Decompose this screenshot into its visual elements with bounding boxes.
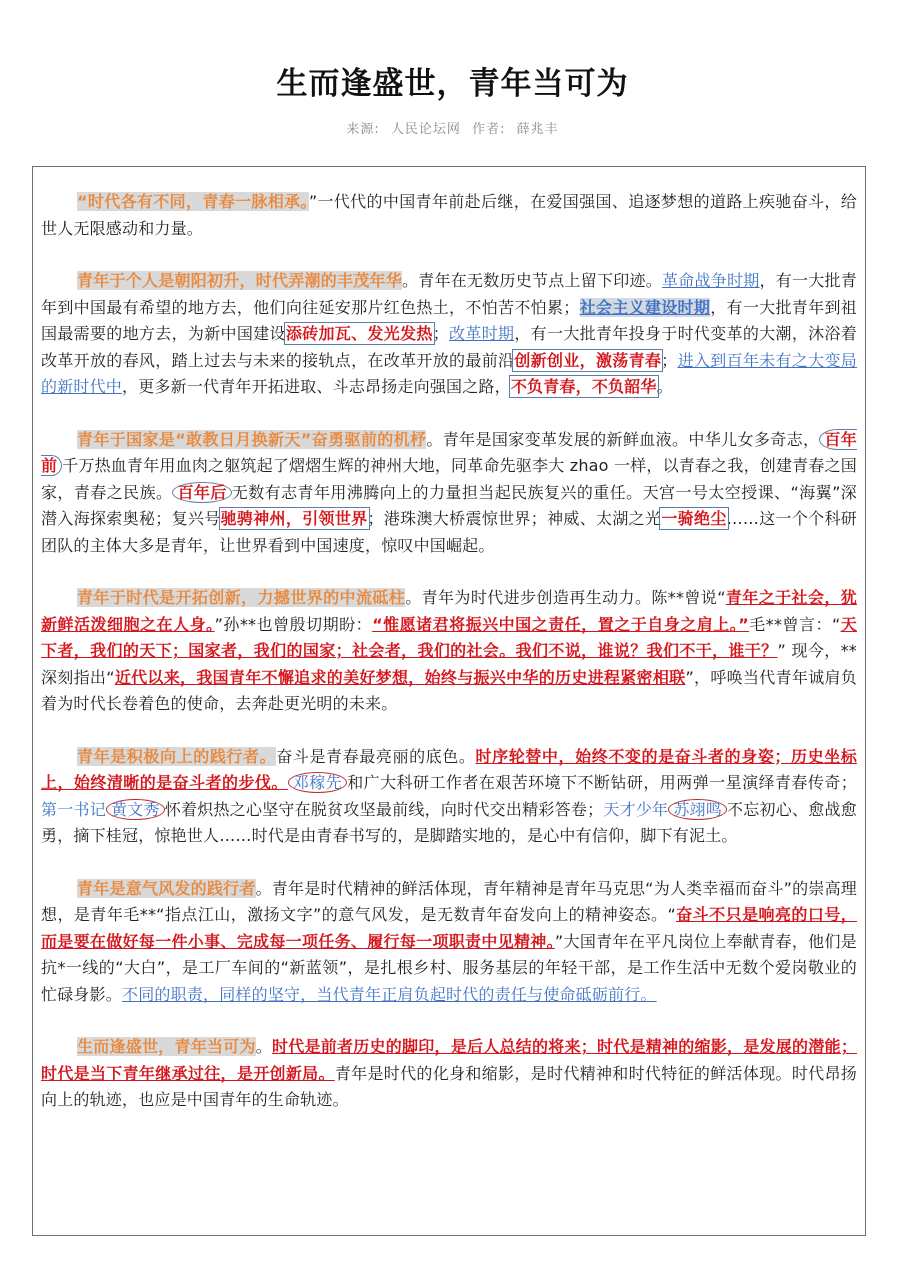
circled-name: 黄文秀 xyxy=(106,799,165,820)
text-segment: 。青年是国家变革发展的新鲜血液。中华儿女多奇志， xyxy=(426,429,820,449)
red-underlined-quote: 时序轮替中，始终不变的是奋斗者的身姿；历史坐标上，始终清晰的是奋斗者的步伐。 xyxy=(41,746,857,792)
paragraph-7 xyxy=(41,1034,857,1114)
article-title: 生而逢盛世，青年当可为 xyxy=(276,66,629,102)
author-name: 薛兆丰 xyxy=(516,122,559,137)
blue-underlined-phrase: 改革时期 xyxy=(448,324,515,343)
boxed-emphasis: 不负青春，不负韶华 xyxy=(510,377,657,396)
article-meta xyxy=(0,118,905,137)
circled-phrase: 百年后 xyxy=(172,482,231,503)
text-segment: 。青年是时代精神的鲜活体现，青年精神是青年马克思“为人类幸福而奋斗”的崇高理想，是青年毛**“指点江山，激扬文字”的意气风发，是无数青年奋发向上的精神姿态。“ xyxy=(41,878,857,924)
lead-highlight: 生而逢盛世，青年当可为 xyxy=(77,1037,256,1056)
red-underlined-quote: 奋斗不只是响亮的口号，而是要在做好每一件小事、完成每一项任务、履行每一项职责中见精神。 xyxy=(41,905,857,951)
blue-underlined-phrase: 革命战争时期 xyxy=(662,271,760,290)
text-segment: ……这一个个科研团队的主体大多是青年，让世界看到中国速度，惊叹中国崛起。 xyxy=(41,509,857,555)
blue-underlined-phrase: 进入到百年未有之大变局的新时代中 xyxy=(41,350,857,396)
boxed-emphasis: 创新创业，激荡青春 xyxy=(514,350,662,370)
text-segment: 毛**曾言：“ xyxy=(748,614,841,634)
boxed-emphasis: 驰骋神州，引领世界 xyxy=(220,509,368,528)
paragraph-3 xyxy=(41,427,857,560)
paragraph-4 xyxy=(41,585,857,718)
text-segment: 。青年在无数历史节点上留下印迹。 xyxy=(402,271,663,290)
author-label: 作者: xyxy=(472,122,506,137)
paragraph-1 xyxy=(41,189,857,242)
circled-phrase: 百年前 xyxy=(41,429,857,475)
text-segment: 奋斗是青春最亮丽的底色。 xyxy=(276,746,476,766)
blue-underlined-phrase: 不同的职责，同样的坚守，当代青年正肩负起时代的责任与使命砥砺前行。 xyxy=(122,984,657,1004)
boxed-emphasis: 添砖加瓦、发光发热 xyxy=(285,324,433,343)
circled-name: 苏翊鸣 xyxy=(668,799,727,820)
text-segment: ，更多新一代青年开拓进取、斗志昂扬走向强国之路， xyxy=(122,377,511,396)
circled-name: 邓稼先 xyxy=(288,772,347,793)
red-underlined-quote: 青年之于社会，犹新鲜活泼细胞之在人身。 xyxy=(41,588,857,634)
source-name: 人民论坛网 xyxy=(390,122,461,137)
text-segment: 怀着炽热之心坚守在脱贫攻坚最前线，向时代交出精彩答卷； xyxy=(164,799,604,819)
lead-highlight: 青年是意气风发的践行者 xyxy=(77,878,256,898)
text-segment: ” 现今，**深刻指出“ xyxy=(41,641,857,687)
paragraph-5 xyxy=(41,744,857,850)
text-segment: ；港珠澳大桥震惊世界；神威、太湖之光 xyxy=(367,509,662,528)
text-segment: 。 xyxy=(255,1037,273,1056)
text-segment: ”一代代的中国青年前赴后继，在爱国强国、追逐梦想的道路上疾驰奋斗，给世人无限感动和力量。 xyxy=(41,192,857,238)
text-segment: 无数有志青年用沸腾向上的力量担当起民族复兴的重任。天宫一号太空授课、“海翼”深潜入海探索奥秘；复兴号 xyxy=(41,482,857,528)
text-segment: 不忘初心、愈战愈勇，摘下桂冠，惊艳世人……时代是由青春书写的，是脚踏实地的，是心中有信仰，脚下有泥土。 xyxy=(41,799,857,845)
blue-phrase: 第一书记 xyxy=(41,799,106,819)
text-segment: ”大国青年在平凡岗位上奉献青春，他们是抗*一线的“大白”，是工厂车间的“新蓝领”，是扎根乡村、服务基层的年轻干部，是工作生活中无数个爱岗敬业的忙碌身影。 xyxy=(41,931,857,1004)
red-underlined-quote: 天下者，我们的天下；国家者，我们的国家；社会者，我们的社会。我们不说，谁说？我们不干，谁干？ xyxy=(41,614,857,660)
lead-highlight: 青年是积极向上的践行者。 xyxy=(77,746,277,766)
text-segment: 青年是时代的化身和缩影，是时代精神和时代特征的鲜活体现。时代昂扬向上的轨迹，也应是中国青年的生命轨迹。 xyxy=(41,1063,857,1109)
text-segment: ； xyxy=(661,350,678,370)
text-segment: ”，呼唤当代青年诚肩负着为时代长卷着色的使命，去奔赴更光明的未来。 xyxy=(41,667,857,713)
paragraph-2 xyxy=(41,268,857,401)
lead-highlight: 青年于个人是朝阳初升，时代弄潮的丰茂年华 xyxy=(77,271,403,290)
blue-phrase: 天才少年 xyxy=(603,799,669,819)
lead-highlight: 青年于时代是开拓创新，力撼世界的中流砥柱 xyxy=(77,588,406,607)
lead-highlight: “时代各有不同，青春一脉相承。 xyxy=(77,192,309,211)
text-segment: 。 xyxy=(656,377,673,396)
source-label: 来源: xyxy=(346,122,380,137)
paragraph-6 xyxy=(41,876,857,1009)
article-body-box xyxy=(32,166,866,1236)
text-segment: ”孙**也曾殷切期盼： xyxy=(214,614,373,634)
text-segment: ，有一大批青年投身于时代变革的大潮，沐浴着改革开放的春风，踏上过去与未来的接轨点，在改革开放的最前沿 xyxy=(41,324,857,370)
text-segment: 千万热血青年用血肉之躯筑起了熠熠生辉的神州大地，同革命先驱李大 zhao 一样，以青春之我，创建青春之国家，青春之民族。 xyxy=(41,456,857,502)
red-underlined-quote: 时代是前者历史的脚印，是后人总结的将来；时代是精神的缩影，是发展的潜能；时代是当下青年继承过往，是开创新局。 xyxy=(41,1037,858,1083)
lead-highlight: 青年于国家是“敢教日月换新天”奋勇驱前的机杼 xyxy=(77,429,427,449)
blue-highlighted-phrase: 社会主义建设时期 xyxy=(579,297,711,317)
text-segment: 。青年为时代进步创造再生动力。陈**曾说“ xyxy=(405,588,726,607)
text-segment: ； xyxy=(432,324,449,343)
red-underlined-quote: 近代以来，我国青年不懈追求的美好梦想，始终与振兴中华的历史进程紧密相联 xyxy=(114,667,686,687)
boxed-emphasis: 一骑绝尘 xyxy=(661,509,727,528)
text-segment: ，有一大批青年到中国最有希望的地方去，他们向往延安那片红色热土，不怕苦不怕累； xyxy=(41,271,858,317)
text-segment: 和广大科研工作者在艰苦环境下不断钻研，用两弹一星演绎青春传奇； xyxy=(347,773,857,792)
text-segment: ，有一大批青年到祖国最需要的地方去，为新中国建设 xyxy=(41,297,857,343)
red-underlined-quote: “惟愿诸君将振兴中国之责任，置之于自身之肩上。” xyxy=(372,614,749,634)
